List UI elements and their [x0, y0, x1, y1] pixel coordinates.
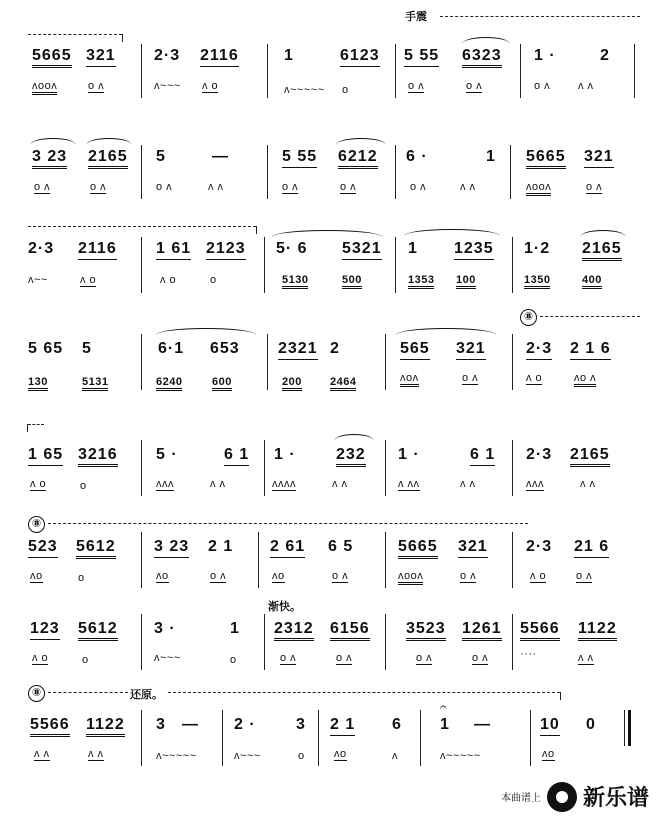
- site-watermark: [501, 781, 649, 812]
- bass-group: 400: [582, 274, 602, 289]
- percussion-group: ʌoʌ: [400, 372, 419, 387]
- percussion-group: o: [230, 654, 237, 666]
- note-group: 1 65: [28, 446, 63, 466]
- percussion-group: o: [78, 572, 85, 584]
- note-group: 2116: [78, 240, 117, 260]
- percussion-group: ʌ ʌ: [210, 478, 226, 490]
- percussion-group: ʌ~~~: [154, 652, 181, 664]
- percussion-group: ʌ o: [80, 274, 97, 286]
- note-group: 1122: [86, 716, 125, 737]
- note-group: 1 61: [156, 240, 191, 260]
- note-group: 5· 6: [276, 240, 308, 257]
- slur: [334, 434, 374, 441]
- note-group: 2·3: [526, 446, 553, 463]
- tremolo-extension-line: [440, 16, 640, 17]
- bar-line: [141, 237, 142, 293]
- note-group: 6 ·: [406, 148, 428, 165]
- note-group: 2·3: [526, 340, 552, 360]
- note-group: 2321: [278, 340, 318, 360]
- repeat-bracket: [28, 226, 256, 227]
- note-group: 3523: [406, 620, 446, 641]
- note-group: 2 ·: [234, 716, 256, 733]
- note-group: 3 23: [154, 538, 189, 558]
- percussion-group: ʌʌʌʌ: [272, 478, 296, 490]
- repeat-bracket: [28, 34, 122, 35]
- bass-group: 5131: [82, 376, 108, 391]
- bar-line: [141, 710, 142, 766]
- note-group: —: [182, 716, 199, 733]
- watermark-brand: 新乐谱: [582, 785, 649, 810]
- percussion-group: o: [298, 750, 305, 762]
- percussion-group: ʌ ʌ: [460, 478, 476, 490]
- percussion-group: ʌ~~~~~: [156, 750, 197, 762]
- bar-line: [395, 44, 396, 98]
- bar-line: [141, 440, 142, 496]
- bar-line: [264, 237, 265, 293]
- percussion-group: ʌ ʌ: [578, 652, 594, 664]
- bass-group: 200: [282, 376, 302, 391]
- percussion-group: o ʌ: [460, 570, 477, 582]
- note-group: 5566: [30, 716, 70, 737]
- bar-line: [222, 710, 223, 766]
- bass-group: 130: [28, 376, 48, 391]
- slur: [580, 230, 626, 237]
- note-group: 2123: [206, 240, 246, 260]
- percussion-group: ʌooʌ: [526, 181, 551, 196]
- percussion-group: ʌ~~: [28, 274, 48, 286]
- percussion-group: o ʌ: [336, 652, 353, 664]
- note-group: 6156: [330, 620, 370, 641]
- note-group: 1: [486, 148, 496, 165]
- bar-line: [141, 334, 142, 390]
- percussion-group: ʌooʌ: [32, 80, 57, 95]
- percussion-group: o: [342, 84, 349, 96]
- bar-line: [318, 710, 319, 766]
- bar-line: [385, 614, 386, 670]
- note-group: 2·3: [28, 240, 55, 257]
- note-group: 6·1: [158, 340, 185, 357]
- bar-line: [258, 532, 259, 588]
- note-group: 123: [30, 620, 60, 640]
- percussion-group: o ʌ: [534, 80, 551, 92]
- bar-line: [141, 44, 142, 98]
- bar-line: [267, 44, 268, 98]
- note-group: 1122: [578, 620, 617, 641]
- note-group: 1·2: [524, 240, 551, 257]
- percussion-group: ʌ o: [202, 80, 219, 92]
- note-group: 2165: [570, 446, 610, 467]
- bar-line: [267, 145, 268, 199]
- note-group: 2: [600, 47, 610, 64]
- percussion-group: ʌ~~~~~: [440, 750, 481, 762]
- bass-group: 1353: [408, 274, 434, 289]
- note-group: 6323: [462, 47, 502, 68]
- bar-line: [385, 532, 386, 588]
- note-group: 1 ·: [534, 47, 556, 64]
- slur: [86, 138, 132, 145]
- percussion-group: o: [210, 274, 217, 286]
- section-8-marker: ⑧: [520, 309, 537, 326]
- percussion-group: o ʌ: [416, 652, 433, 664]
- note-group: 2 61: [270, 538, 305, 558]
- percussion-group: o ʌ: [34, 181, 51, 193]
- note-group: 653: [210, 340, 240, 357]
- bar-line: [512, 614, 513, 670]
- percussion-group: o ʌ: [408, 80, 425, 92]
- percussion-group: o ʌ: [340, 181, 357, 193]
- bar-line: [395, 237, 396, 293]
- section-8-marker: ⑧: [28, 685, 45, 702]
- percussion-group: ʌ~~~: [154, 80, 181, 92]
- note-group: 1: [408, 240, 418, 257]
- note-group: 5321: [342, 240, 382, 260]
- percussion-group: ʌ ʌ: [580, 478, 596, 490]
- percussion-group: ʌ: [392, 750, 398, 762]
- note-group: 2 1: [208, 538, 234, 555]
- bass-group: 100: [456, 274, 476, 289]
- note-group: 2116: [200, 47, 239, 67]
- note-group: 2 1: [330, 716, 355, 736]
- section-extension-line: [48, 692, 128, 693]
- bar-line: [512, 440, 513, 496]
- percussion-group: ʌo: [334, 748, 347, 760]
- percussion-group: ʌo ʌ: [574, 372, 596, 387]
- percussion-group: ʌ ʌ: [460, 181, 476, 193]
- note-group: 5 55: [282, 148, 317, 168]
- slur: [462, 37, 510, 44]
- note-group: 1: [230, 620, 240, 637]
- note-group: 321: [458, 538, 488, 558]
- percussion-group: ʌ o: [30, 478, 47, 490]
- note-group: 5665: [398, 538, 438, 559]
- percussion-group: o: [82, 654, 89, 666]
- note-group: 1 ·: [274, 446, 296, 463]
- bar-line: [512, 334, 513, 390]
- percussion-group: o ʌ: [210, 570, 227, 582]
- note-group: 10: [540, 716, 560, 736]
- bass-group: 1350: [524, 274, 550, 289]
- percussion-group: ʌo: [272, 570, 285, 582]
- note-group: 2: [330, 340, 340, 357]
- percussion-group: o ʌ: [282, 181, 299, 193]
- bar-line: [141, 532, 142, 588]
- note-group: 3: [296, 716, 306, 733]
- percussion-group: ʌ ʌ: [88, 748, 104, 760]
- slur: [404, 229, 500, 236]
- record-logo-icon: [547, 782, 577, 812]
- slur: [396, 328, 496, 335]
- bar-line: [520, 44, 521, 98]
- fermata-icon: 𝄐: [440, 700, 447, 714]
- note-group: 5 65: [28, 340, 64, 357]
- note-group: 6 1: [224, 446, 249, 466]
- note-group: —: [474, 716, 491, 733]
- note-group: 2·3: [526, 538, 553, 555]
- percussion-group: ʌ o: [530, 570, 547, 582]
- bar-line: [385, 440, 386, 496]
- note-group: 5 55: [404, 47, 439, 67]
- note-group: 0: [586, 716, 596, 733]
- bass-group: 5130: [282, 274, 308, 289]
- percussion-group: ʌooʌ: [398, 570, 423, 585]
- bar-line: [141, 145, 142, 199]
- note-group: 2165: [582, 240, 622, 261]
- percussion-group: ʌ ʌ: [332, 478, 348, 490]
- percussion-group: o ʌ: [332, 570, 349, 582]
- note-group: 232: [336, 446, 366, 467]
- slur: [272, 230, 382, 237]
- percussion-group: ʌʌʌ: [526, 478, 544, 490]
- bar-line: [510, 145, 511, 199]
- note-group: 3: [156, 716, 166, 733]
- note-group: 565: [400, 340, 430, 360]
- percussion-group: o ʌ: [90, 181, 107, 193]
- note-group: 5665: [32, 47, 72, 68]
- section-extension-line: [48, 523, 528, 524]
- note-group: 321: [584, 148, 614, 168]
- bass-group: 2464: [330, 376, 356, 391]
- bar-line: [141, 614, 142, 670]
- note-group: 3 ·: [154, 620, 176, 637]
- bar-line: [395, 145, 396, 199]
- note-group: 3216: [78, 446, 118, 467]
- note-group: 6 1: [470, 446, 495, 466]
- note-group: 21 6: [574, 538, 609, 558]
- section-extension-line: [540, 316, 640, 317]
- percussion-group: ʌ o: [160, 274, 177, 286]
- bar-line: [264, 440, 265, 496]
- note-group: 5: [156, 148, 166, 165]
- bar-line: [512, 532, 513, 588]
- section-extension-line: [168, 692, 560, 693]
- bass-group: 500: [342, 274, 362, 289]
- bass-group: 600: [212, 376, 232, 391]
- note-group: 1 ·: [398, 446, 420, 463]
- note-group: —: [212, 148, 229, 165]
- percussion-group: ʌ o: [526, 372, 543, 384]
- note-group: 5612: [76, 538, 116, 559]
- percussion-group: o ʌ: [462, 372, 479, 384]
- bar-line: [624, 710, 625, 746]
- percussion-group: o ʌ: [472, 652, 489, 664]
- percussion-group: ʌ~~~: [234, 750, 261, 762]
- accelerando-mark: 渐快。: [268, 601, 301, 613]
- note-group: 5 ·: [156, 446, 178, 463]
- bar-line: [420, 710, 421, 766]
- percussion-group: o ʌ: [88, 80, 105, 92]
- note-group: 2165: [88, 148, 128, 169]
- bar-line: [634, 44, 635, 98]
- section-8-marker: ⑧: [28, 516, 45, 533]
- percussion-group: ʌ~~~~~: [284, 84, 325, 96]
- bar-line: [385, 334, 386, 390]
- note-group: 1: [284, 47, 294, 64]
- bar-line: [512, 237, 513, 293]
- slur: [336, 138, 386, 145]
- note-group: 2 1 6: [570, 340, 611, 360]
- slur: [156, 328, 256, 335]
- watermark-prefix: 本曲谱上: [500, 793, 541, 804]
- percussion-group: ʌ o: [32, 652, 49, 664]
- note-group: 6123: [340, 47, 380, 67]
- note-group: 1: [440, 716, 450, 733]
- bar-line: [530, 710, 531, 766]
- hand-tremolo-mark: 手震: [405, 11, 427, 23]
- percussion-group: o ʌ: [156, 181, 173, 193]
- note-group: 321: [86, 47, 116, 67]
- percussion-group: o ʌ: [466, 80, 483, 92]
- note-group: 5612: [78, 620, 118, 641]
- note-group: 5566: [520, 620, 560, 641]
- note-group: 2·3: [154, 47, 181, 64]
- bass-group: 6240: [156, 376, 182, 391]
- percussion-group: ʌʌʌ: [156, 478, 174, 490]
- bar-line: [264, 614, 265, 670]
- percussion-group: o ʌ: [586, 181, 603, 193]
- final-bar-line: [628, 710, 631, 746]
- percussion-group: ʌo: [156, 570, 169, 582]
- percussion-group: ʌ ʌ: [578, 80, 594, 92]
- percussion-group: ····: [520, 648, 537, 660]
- note-group: 1235: [454, 240, 494, 260]
- note-group: 2312: [274, 620, 314, 641]
- note-group: 1261: [462, 620, 502, 641]
- slur: [30, 138, 76, 145]
- percussion-group: ʌ ʌ: [34, 748, 50, 760]
- note-group: 321: [456, 340, 486, 360]
- percussion-group: o ʌ: [410, 181, 427, 193]
- percussion-group: ʌo: [30, 570, 43, 582]
- note-group: 523: [28, 538, 58, 558]
- note-group: 6: [392, 716, 402, 733]
- section-bracket-end: [28, 424, 44, 425]
- a-tempo-mark: 还原。: [130, 689, 163, 701]
- note-group: 6 5: [328, 538, 354, 555]
- percussion-group: o: [80, 480, 87, 492]
- percussion-group: o ʌ: [280, 652, 297, 664]
- percussion-group: ʌ ʌ: [208, 181, 224, 193]
- note-group: 5665: [526, 148, 566, 169]
- percussion-group: o ʌ: [576, 570, 593, 582]
- percussion-group: ʌo: [542, 748, 555, 760]
- note-group: 5: [82, 340, 92, 357]
- percussion-group: ʌ ʌʌ: [398, 478, 420, 490]
- note-group: 6212: [338, 148, 378, 169]
- bar-line: [267, 334, 268, 390]
- note-group: 3 23: [32, 148, 67, 169]
